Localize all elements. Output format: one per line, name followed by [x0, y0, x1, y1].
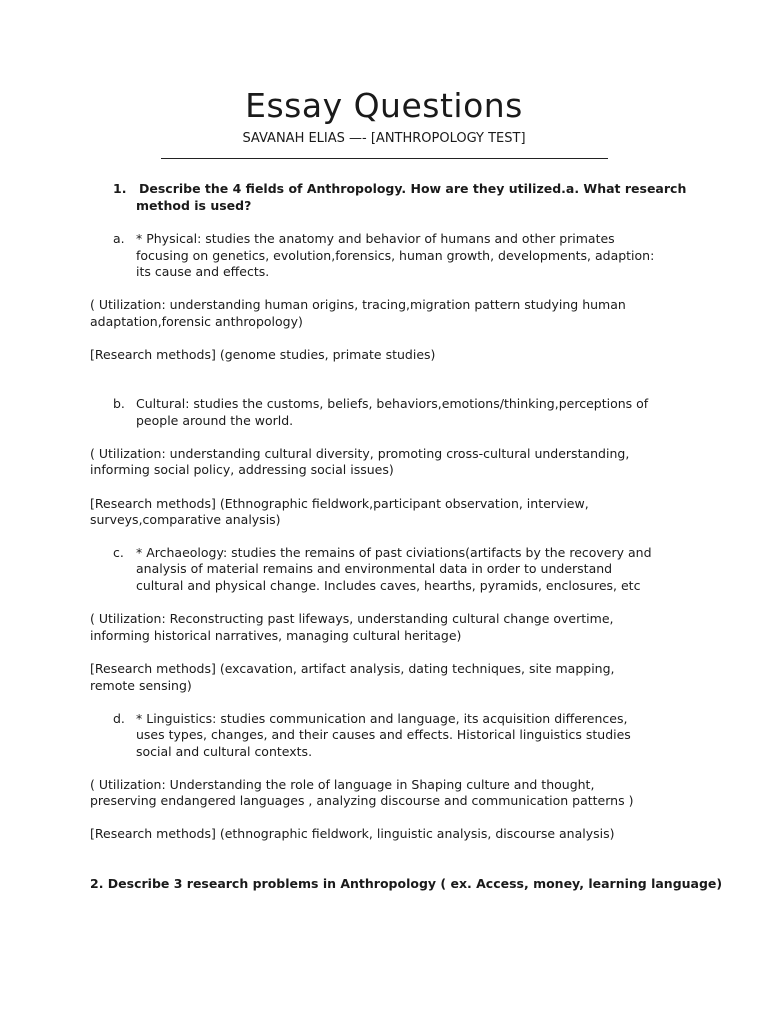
page-title: Essay Questions: [245, 86, 523, 125]
section-a-utilization: ( Utilization: understanding human origins, tracing,migration pattern studying human: [90, 297, 626, 312]
section-a-line: focusing on genetics, evolution,forensics, human growth, developments, adaption:: [136, 248, 655, 263]
question-1-number: 1.: [113, 181, 127, 196]
section-d-line: social and cultural contexts.: [136, 744, 313, 759]
section-c-research: [Research methods] (excavation, artifact analysis, dating techniques, site mapping,: [90, 661, 615, 676]
section-d-marker: d.: [113, 711, 125, 726]
section-b-marker: b.: [113, 396, 125, 411]
section-a-utilization: adaptation,forensic anthropology): [90, 314, 303, 329]
section-a-line: its cause and effects.: [136, 264, 270, 279]
section-b-utilization: informing social policy, addressing social issues): [90, 462, 394, 477]
section-c-line: cultural and physical change. Includes caves, hearths, pyramids, enclosures, etc: [136, 578, 641, 593]
section-a-research: [Research methods] (genome studies, primate studies): [90, 347, 436, 362]
section-d-line: uses types, changes, and their causes and effects. Historical linguistics studies: [136, 727, 631, 742]
header-divider: [161, 158, 608, 159]
section-a-line: * Physical: studies the anatomy and behavior of humans and other primates: [136, 231, 615, 246]
question-1-line: method is used?: [136, 198, 252, 213]
section-b-utilization: ( Utilization: understanding cultural diversity, promoting cross-cultural understanding,: [90, 446, 630, 461]
page-subtitle: SAVANAH ELIAS —- [ANTHROPOLOGY TEST]: [242, 131, 526, 146]
section-b-line: people around the world.: [136, 413, 294, 428]
section-d-utilization: ( Utilization: Understanding the role of language in Shaping culture and thought,: [90, 777, 595, 792]
section-c-research: remote sensing): [90, 678, 192, 693]
question-2: 2. Describe 3 research problems in Anthropology ( ex. Access, money, learning language): [90, 876, 723, 891]
section-d-utilization: preserving endangered languages , analyzing discourse and communication patterns ): [90, 793, 634, 808]
section-c-line: * Archaeology: studies the remains of past civiations(artifacts by the recovery and: [136, 545, 652, 560]
section-b-line: Cultural: studies the customs, beliefs, behaviors,emotions/thinking,perceptions of: [136, 396, 649, 411]
section-b-research: surveys,comparative analysis): [90, 512, 281, 527]
section-c-utilization: informing historical narratives, managing cultural heritage): [90, 628, 462, 643]
section-c-marker: c.: [113, 545, 124, 560]
section-d-line: * Linguistics: studies communication and language, its acquisition differences,: [136, 711, 628, 726]
section-c-line: analysis of material remains and environmental data in order to understand: [136, 561, 613, 576]
section-c-utilization: ( Utilization: Reconstructing past lifeways, understanding cultural change overtime,: [90, 611, 614, 626]
question-1-line: Describe the 4 fields of Anthropology. How are they utilized.a. What research: [139, 181, 687, 196]
section-b-research: [Research methods] (Ethnographic fieldwork,participant observation, interview,: [90, 496, 589, 511]
section-a-marker: a.: [113, 231, 125, 246]
section-d-research: [Research methods] (ethnographic fieldwork, linguistic analysis, discourse analysis): [90, 826, 615, 841]
